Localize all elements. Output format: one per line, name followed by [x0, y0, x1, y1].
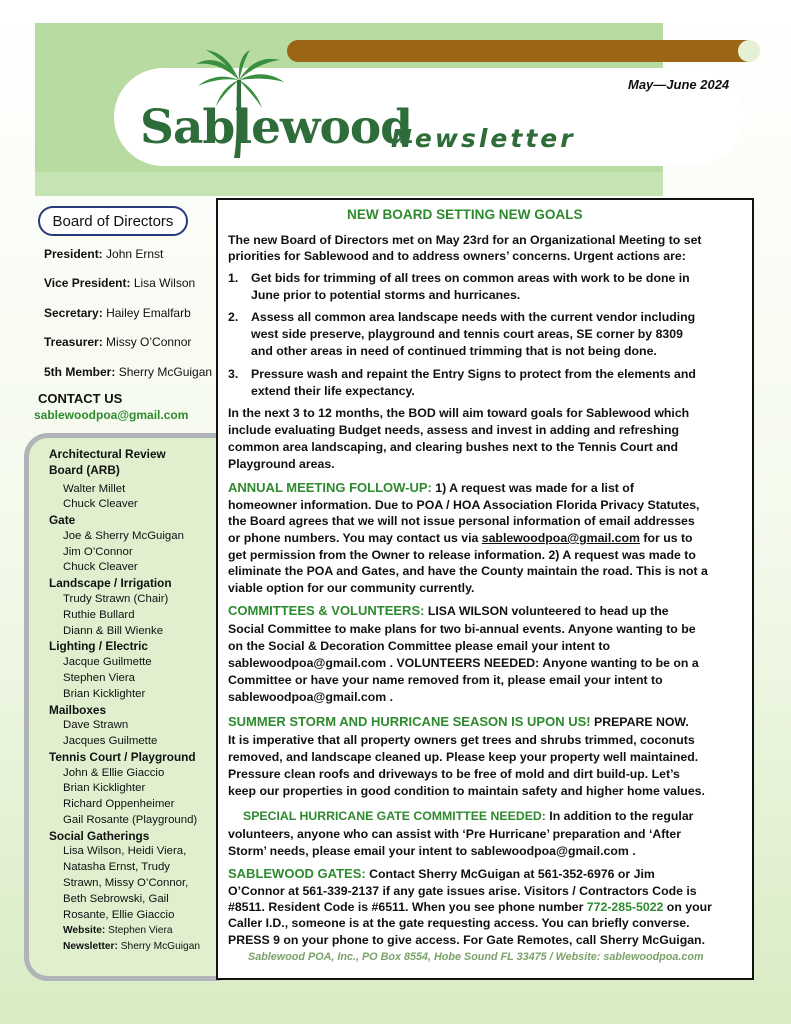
committee-member: Diann & Bill Wienke	[63, 625, 164, 637]
officer-role: Treasurer:	[44, 335, 103, 349]
officer-treasurer	[44, 335, 191, 349]
committees-line: sablewoodpoa@gmail.com .	[228, 690, 394, 704]
action-number: 2.	[228, 310, 239, 324]
storm-line	[228, 714, 689, 730]
intro-line: priorities for Sablewood and to address owners’ concerns. Urgent actions are:	[228, 249, 686, 263]
storm-line: Pressure clean roofs and driveways to be free of mold and dirt build-up. Let’s	[228, 767, 680, 781]
goals-line: In the next 3 to 12 months, the BOD will aim toward goals for Sablewood which	[228, 406, 690, 420]
goals-line: Playground areas.	[228, 457, 335, 471]
annual-contact-text: for us to	[639, 531, 693, 545]
annual-contact-email-link[interactable]: sablewoodpoa@gmail.com	[481, 531, 640, 545]
gate-committee-line: Storm’ needs, please email your intent to sablewoodpoa@gmail.com .	[228, 844, 636, 858]
gate-phone-number: 772-285-5022	[586, 900, 664, 914]
officer-5th-member	[44, 365, 212, 379]
intro-line: The new Board of Directors met on May 23rd for an Organizational Meeting to set	[228, 233, 702, 247]
gate-committee-heading: SPECIAL HURRICANE GATE COMMITTEE NEEDED:	[243, 809, 546, 823]
annual-meeting-line	[228, 530, 693, 546]
board-of-directors-title: Board of Directors	[38, 206, 188, 236]
storm-line: removed, and landscape cleaned up. Please keep your property well maintained.	[228, 750, 699, 764]
committee-heading: Architectural Review	[49, 447, 166, 461]
header-brown-bar	[287, 40, 758, 62]
committee-member: Trudy Strawn (Chair)	[63, 593, 169, 605]
committee-member: Jim O’Connor	[63, 546, 133, 558]
annual-meeting-heading: ANNUAL MEETING FOLLOW-UP:	[228, 480, 432, 495]
action-line: Assess all common area landscape needs with the current vendor including	[251, 310, 696, 324]
committee-member: Stephen Viera	[63, 672, 135, 684]
committees-text: LISA WILSON volunteered to head up the	[424, 604, 669, 618]
committees-heading: COMMITTEES & VOLUNTEERS:	[228, 603, 425, 618]
committees-line	[228, 603, 669, 619]
officer-role: 5th Member:	[44, 365, 116, 379]
annual-meeting-line: the Board agrees that we will not issue personal information of email addresses	[228, 514, 695, 528]
newsletter-credit	[63, 940, 200, 954]
committee-heading: Mailboxes	[49, 703, 107, 717]
committee-member: Lisa Wilson, Heidi Viera,	[63, 845, 187, 857]
credit-name: Stephen Viera	[108, 925, 173, 936]
gate-committee-line	[243, 808, 693, 824]
officer-vice-president	[44, 276, 195, 290]
gates-line	[228, 899, 712, 915]
gates-text: Contact Sherry McGuigan at 561-352-6976 or Jim	[365, 867, 655, 881]
action-number: 1.	[228, 271, 239, 285]
action-line: west side preserve, playground and tennis court areas, SE corner by 8309	[251, 327, 683, 341]
committees-line: Social Committee to make plans for two bi-annual events. Anyone wanting to be	[228, 622, 696, 636]
gates-line: Caller I.D., someone is at the gate requesting access. You can briefly converse.	[228, 916, 690, 930]
committee-heading: Landscape / Irrigation	[49, 576, 172, 590]
committee-member: Ruthie Bullard	[63, 609, 135, 621]
contact-heading: CONTACT US	[38, 391, 123, 406]
storm-heading: SUMMER STORM AND HURRICANE SEASON IS UPON US!	[228, 714, 591, 729]
officer-name: John Ernst	[106, 247, 164, 261]
gates-text: on your	[663, 900, 712, 914]
annual-meeting-line: viable option for our community currently.	[228, 581, 475, 595]
officer-role: President:	[44, 247, 103, 261]
issue-date: May—June 2024	[628, 77, 730, 92]
committee-heading: Lighting / Electric	[49, 639, 148, 653]
header-brown-bar-tip	[738, 40, 760, 62]
committee-member: Chuck Cleaver	[63, 561, 138, 573]
annual-meeting-line: eliminate the POA and Gates, and have the County maintain the road. This is not a	[228, 564, 708, 578]
committee-member: Rosante, Ellie Giaccio	[63, 909, 175, 921]
annual-meeting-line	[228, 480, 634, 496]
gates-line	[228, 866, 655, 882]
gates-heading: SABLEWOOD GATES:	[228, 866, 366, 881]
committee-member: Jacques Guilmette	[63, 735, 158, 747]
action-line: Pressure wash and repaint the Entry Signs to protect from the elements and	[251, 367, 696, 381]
annual-meeting-line: homeowner information. Due to POA / HOA Association Florida Privacy Statutes,	[228, 498, 700, 512]
committee-heading: Social Gatherings	[49, 829, 150, 843]
officer-secretary	[44, 306, 191, 320]
committee-member: Gail Rosante (Playground)	[63, 814, 198, 826]
footer-address: Sablewood POA, Inc., PO Box 8554, Hobe Sound FL 33475 / Website: sablewoodpoa.com	[248, 951, 704, 963]
committee-heading: Tennis Court / Playground	[49, 750, 196, 764]
officer-name: Missy O’Connor	[106, 335, 192, 349]
officer-name: Hailey Emalfarb	[106, 306, 191, 320]
committee-member: Beth Sebrowski, Gail	[63, 893, 169, 905]
credit-label: Newsletter:	[63, 941, 118, 952]
storm-text: PREPARE NOW.	[590, 715, 689, 729]
gate-committee-line: volunteers, anyone who can assist with ‘Pre Hurricane’ preparation and ‘After	[228, 827, 682, 841]
newsletter-logo: Sablewood	[140, 100, 413, 155]
annual-meeting-text: 1) A request was made for a list of	[431, 481, 634, 495]
article-headline: NEW BOARD SETTING NEW GOALS	[347, 207, 583, 222]
storm-line: It is imperative that all property owners get trees and shrubs trimmed, coconuts	[228, 733, 695, 747]
committee-member: Walter Millet	[63, 483, 126, 495]
committee-member: Brian Kicklighter	[63, 688, 146, 700]
committees-line: on the Social & Decoration Committee please email your intent to	[228, 639, 610, 653]
annual-meeting-line: get permission from the Owner to release information. 2) A request was made to	[228, 548, 696, 562]
committee-member: Strawn, Missy O’Connor,	[63, 877, 189, 889]
committee-member: Chuck Cleaver	[63, 498, 138, 510]
action-number: 3.	[228, 367, 239, 381]
committee-member: Brian Kicklighter	[63, 782, 146, 794]
committees-line: Committee or have your name removed from it, please email your intent to	[228, 673, 663, 687]
gates-line: O’Connor at 561-339-2137 if any gate issues arise. Visitors / Contractors Code is	[228, 884, 697, 898]
officer-role: Secretary:	[44, 306, 103, 320]
header-banner-strip	[35, 172, 663, 196]
committee-member: Jacque Guilmette	[63, 656, 152, 668]
gate-committee-text: In addition to the regular	[545, 809, 694, 823]
action-line: June prior to potential storms and hurricanes.	[251, 288, 521, 302]
committee-heading: Board (ARB)	[49, 463, 120, 477]
website-credit	[63, 924, 173, 938]
newsletter-label: Newsletter	[391, 124, 576, 153]
officer-name: Lisa Wilson	[133, 276, 196, 290]
action-line: extend their life expectancy.	[251, 384, 415, 398]
goals-line: include evaluating Budget needs, assess and invest in adding and refreshing	[228, 423, 679, 437]
credit-label: Website:	[63, 925, 106, 936]
committee-member: John & Ellie Giaccio	[63, 767, 165, 779]
committee-member: Dave Strawn	[63, 719, 129, 731]
contact-email-link[interactable]: sablewoodpoa@gmail.com	[34, 408, 189, 422]
committee-heading: Gate	[49, 513, 76, 527]
committee-member: Natasha Ernst, Trudy	[63, 861, 170, 873]
gates-line: PRESS 9 on your phone to give access. For Gate Remotes, call Sherry McGuigan.	[228, 933, 705, 947]
action-line: and other areas in need of continued trimming that is not being done.	[251, 344, 657, 358]
goals-line: common area landscaping, and clearing bushes next to the Tennis Court and	[228, 440, 679, 454]
committee-member: Joe & Sherry McGuigan	[63, 530, 184, 542]
officer-president	[44, 247, 163, 261]
gates-text: #8511. Resident Code is #6511. When you see phone number	[228, 900, 587, 914]
committee-member: Richard Oppenheimer	[63, 798, 175, 810]
credit-name: Sherry McGuigan	[120, 941, 201, 952]
committees-line: sablewoodpoa@gmail.com . VOLUNTEERS NEEDED: Anyone wanting to be on a	[228, 656, 699, 670]
officer-role: Vice President:	[44, 276, 131, 290]
storm-line: keep our properties in good condition to maintain safety and higher home values.	[228, 784, 705, 798]
officer-name: Sherry McGuigan	[118, 365, 213, 379]
annual-contact-text: or phone numbers. You may contact us via	[228, 531, 482, 545]
action-line: Get bids for trimming of all trees on common areas with work to be done in	[251, 271, 690, 285]
